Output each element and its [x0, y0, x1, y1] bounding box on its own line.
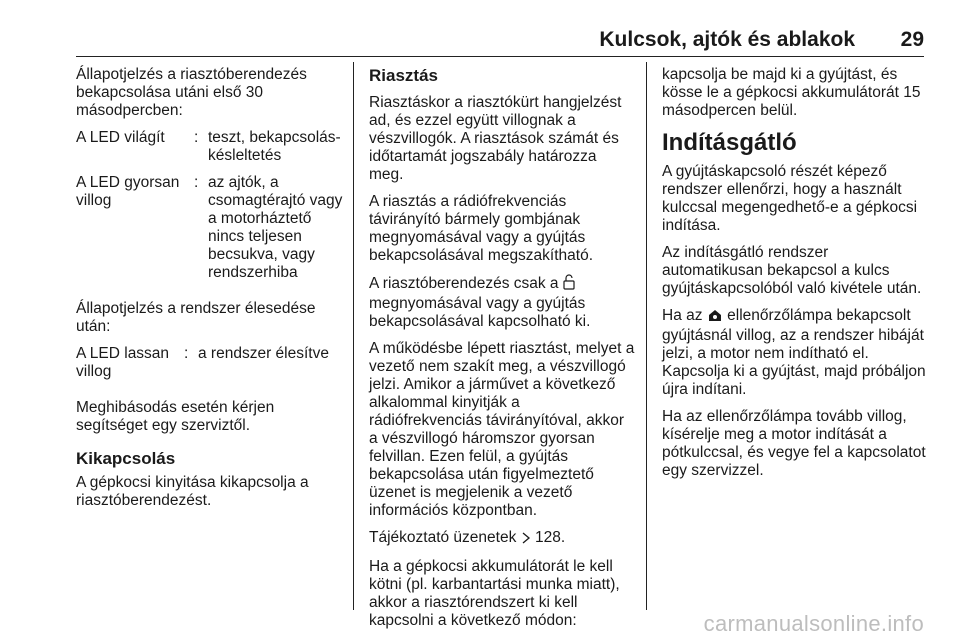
riasztas-p6: Ha a gépkocsi akkumulátorát le kell kötni (pl. karbantartási munka miatt), akkor a riasztórendszert ki kell kapcsolni a következő módon: — [369, 558, 620, 629]
riasztas-p3-after: megnyomásával vagy a gyújtás bekapcsolásával kapcsolható ki. — [369, 295, 591, 330]
riasztas-p5-before: Tájékoztató üzenetek — [369, 529, 517, 546]
riasztas-p3 — [369, 274, 635, 331]
page-number: 29 — [900, 28, 924, 51]
status-intro: Állapotjelzés a riasztóberendezés bekapcsolása utáni első 30 másodpercben: — [76, 66, 307, 119]
column-2 — [369, 66, 635, 639]
immobiliser-icon — [707, 309, 723, 327]
kikapcsolas-text: A gépkocsi kinyitása kikapcsolja a riasztóberendezést. — [76, 474, 309, 509]
status-separator: : — [184, 345, 189, 362]
inditasgatlo-p1: A gyújtáskapcsoló részét képező rendszer ellenőrzi, hogy a használt kulccsal megengedhető-e a gépkocsi indítása. — [662, 163, 918, 234]
fault-text: Meghibásodás esetén kérjen segítséget egy szerviztől. — [76, 399, 275, 434]
status-row — [76, 345, 344, 381]
inditasgatlo-heading: Indításgátló — [662, 129, 797, 156]
unlock-icon — [563, 274, 575, 295]
inditasgatlo-p3-after: ellenőrzőlámpa bekapcsolt gyújtásnál villog, az a rendszer hibáját jelzi, a motor nem indítható el. Kapcsolja ki a gyújtást, majd próbáljon újra indítani. — [662, 307, 926, 398]
status-description: a rendszer élesítve — [198, 345, 329, 362]
riasztas-p1: Riasztáskor a riasztókürt hangjelzést ad, és ezzel együtt villognak a vészvillogók. A riasztások számát és időtartamát jogszabály határozza meg. — [369, 94, 622, 183]
riasztas-p3-before: A riasztóberendezés csak a — [369, 275, 559, 292]
column-divider-left — [353, 62, 354, 610]
header-divider — [76, 56, 924, 57]
status-row — [76, 129, 344, 165]
riasztas-heading: Riasztás — [369, 66, 438, 85]
page-reference-arrow-icon — [521, 531, 531, 549]
column-divider-right — [646, 62, 647, 610]
status-intro-armed: Állapotjelzés a rendszer élesedése után: — [76, 300, 316, 335]
status-description: teszt, bekapcsolás-késleltetés — [208, 129, 341, 164]
status-separator: : — [194, 129, 199, 146]
page-header — [0, 0, 960, 56]
page-reference-link[interactable]: 128. — [534, 529, 566, 546]
status-description: az ajtók, a csomagtérajtó vagy a motorháztető nincs teljesen becsukva, vagy rendszerhiba — [208, 174, 343, 281]
column-3 — [662, 66, 930, 489]
kikapcsolas-heading: Kikapcsolás — [76, 449, 176, 468]
status-term: A LED világít — [76, 129, 165, 146]
watermark: carmanualsonline.info — [703, 611, 924, 636]
column-1 — [76, 66, 344, 519]
inditasgatlo-p4: Ha az ellenőrzőlámpa tovább villog, kísérelje meg a motor indítását a pótkulccsal, és vegye fel a kapcsolatot egy szervizzel. — [662, 408, 926, 479]
inditasgatlo-p3 — [662, 307, 930, 399]
status-separator: : — [194, 174, 199, 191]
inditasgatlo-p2: Az indításgátló rendszer automatikusan bekapcsol a kulcs gyújtáskapcsolóból való kivétele után. — [662, 244, 922, 297]
inditasgatlo-p3-before: Ha az — [662, 307, 703, 324]
riasztas-p4: A működésbe lépett riasztást, melyet a vezető nem szakít meg, a vészvillogó jelzi. Amikor a járművet a következő alkalommal kinyitják a rádiófrekvenciás távirányítóval, akkor a vészvillogó háromszor gyorsan felvillan. Ezen felül, a gyújtás bekapcsolása után figyelmeztető üzenet is megjelenik a vezető információs központban. — [369, 340, 635, 519]
battery-instruction: kapcsolja be majd ki a gyújtást, és kösse le a gépkocsi akkumulátorát 15 másodpercen belül. — [662, 66, 921, 119]
riasztas-p2: A riasztás a rádiófrekvenciás távirányító bármely gombjának megnyomásával vagy a gyújtás bekapcsolásával megszakítható. — [369, 193, 594, 264]
status-term: A LED gyorsan villog — [76, 174, 180, 209]
status-row — [76, 174, 344, 282]
status-term: A LED lassan villog — [76, 345, 170, 380]
riasztas-p5 — [369, 529, 635, 549]
section-title: Kulcsok, ajtók és ablakok — [599, 28, 855, 51]
